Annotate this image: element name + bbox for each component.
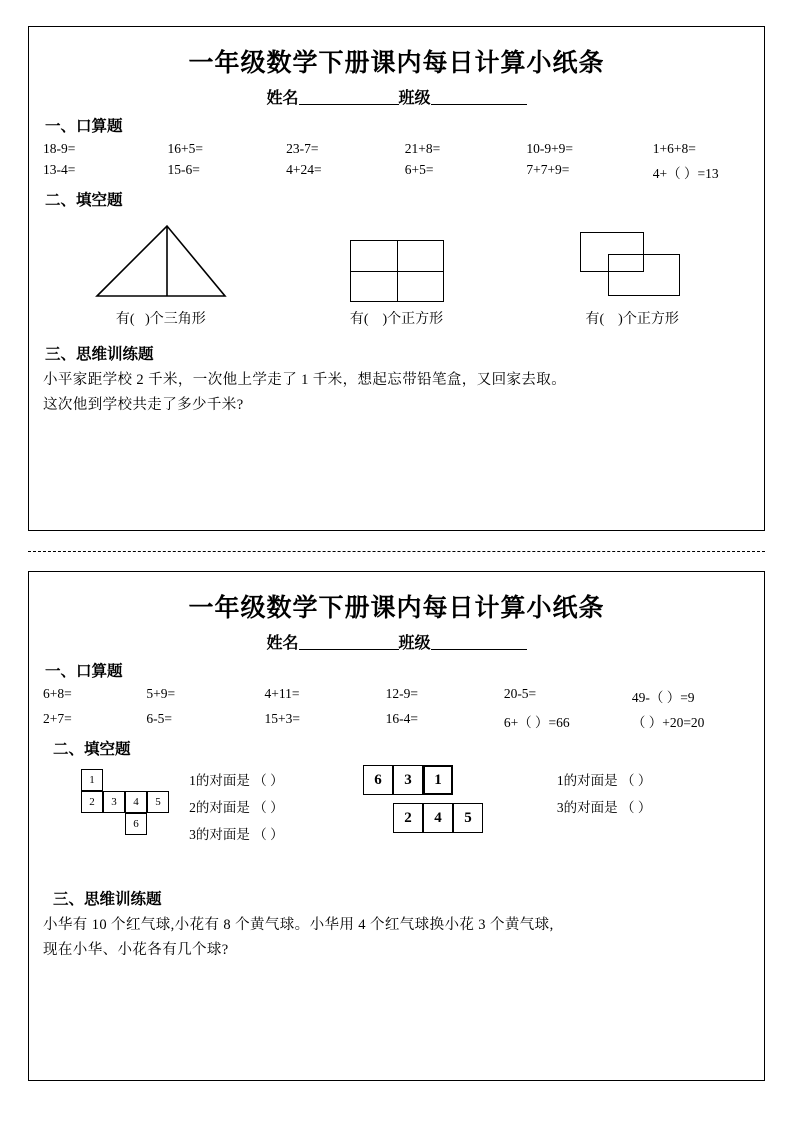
- sheet-divider: [28, 531, 765, 571]
- sheet-1-section-think: 三、思维训练题: [45, 346, 154, 363]
- strip-net-diagram: [363, 765, 513, 837]
- figure-caption: 有( )个三角形: [115, 312, 206, 327]
- sheet-2-section-think: 三、思维训练题: [53, 891, 162, 908]
- name-blank[interactable]: [299, 649, 399, 650]
- class-label: 班级: [398, 635, 431, 652]
- problem[interactable]: 18-9=: [43, 141, 76, 156]
- grid-canvas: [350, 216, 444, 302]
- net-question-list: [189, 763, 363, 848]
- problem[interactable]: 6+8=: [43, 686, 72, 701]
- strip-question-list: [537, 763, 750, 821]
- figure-triangle: [43, 216, 279, 336]
- triangle-icon: [91, 222, 231, 302]
- sheet-1-name-row: [43, 85, 750, 108]
- sheet-2-section-fill: 二、填空题: [53, 741, 131, 758]
- sheet-2-name-row: [43, 630, 750, 653]
- class-blank[interactable]: [431, 649, 527, 650]
- sheet-2-title: 一年级数学下册课内每日计算小纸条: [188, 595, 605, 622]
- divider-dashed-line: [28, 551, 765, 552]
- problem[interactable]: 1+6+8=: [652, 141, 696, 156]
- net-cell: 2: [81, 791, 103, 813]
- figure-caption: 有( )个正方形: [349, 312, 444, 327]
- net-question[interactable]: 1的对面是 （ ）: [189, 773, 284, 788]
- sheet-1-section-fill: 二、填空题: [45, 192, 123, 209]
- net-cell: 3: [103, 791, 125, 813]
- strip-cell: 4: [423, 803, 453, 833]
- problem[interactable]: 4+24=: [286, 162, 322, 177]
- worksheet-sheet-1: [28, 26, 765, 531]
- net-cell: 1: [81, 769, 103, 791]
- net-question[interactable]: 2的对面是 （ ）: [189, 800, 284, 815]
- strip-cell: 1: [423, 765, 453, 795]
- strip-cell: 3: [393, 765, 423, 795]
- strip-cell: 6: [363, 765, 393, 795]
- problem[interactable]: 5+9=: [146, 686, 176, 701]
- sheet-1-figure-row: [43, 216, 750, 336]
- problem[interactable]: 10-9+9=: [526, 141, 574, 156]
- problem[interactable]: 6+5=: [404, 162, 434, 177]
- sheet-1-title: 一年级数学下册课内每日计算小纸条: [188, 50, 605, 77]
- problem[interactable]: 15+3=: [264, 711, 301, 726]
- sheet-1-section-oral: 一、口算题: [45, 118, 123, 135]
- problem[interactable]: 4+（ ）=13: [652, 166, 719, 181]
- problem[interactable]: 13-4=: [43, 162, 76, 177]
- problem[interactable]: 20-5=: [503, 686, 537, 701]
- triangle-canvas: [91, 216, 231, 302]
- sheet-1-oral-row-2: [43, 162, 750, 182]
- sheet-1-oral-row-1: [43, 141, 750, 157]
- sheet-2-think-line-1: 小华有 10 个红气球,小花有 8 个黄气球。小华用 4 个红气球换小花 3 个黄气球,: [43, 917, 554, 933]
- problem[interactable]: 23-7=: [286, 141, 319, 156]
- problem[interactable]: 49-（ ）=9: [631, 690, 695, 705]
- problem[interactable]: 16+5=: [167, 141, 203, 156]
- sheet-2-oral-row-1: [43, 686, 750, 706]
- cube-net-diagram: [81, 769, 185, 847]
- name-label: 姓名: [266, 635, 299, 652]
- figure-caption: 有( )个正方形: [585, 312, 679, 327]
- sheet-2-think-line-2: 现在小华、小花各有几个球?: [43, 941, 229, 958]
- worksheet-sheet-2: [28, 571, 765, 1081]
- grid-2x2-icon: [350, 240, 444, 302]
- figure-overlap: [514, 216, 750, 336]
- strip-cell: 2: [393, 803, 423, 833]
- strip-question[interactable]: 3的对面是 （ ）: [556, 800, 652, 815]
- problem[interactable]: 7+7+9=: [526, 162, 570, 177]
- net-cell: 4: [125, 791, 147, 813]
- net-cell: 6: [125, 813, 147, 835]
- problem[interactable]: 21+8=: [404, 141, 441, 156]
- problem[interactable]: 16-4=: [385, 711, 419, 726]
- name-label: 姓名: [266, 90, 299, 107]
- net-cell: 5: [147, 791, 169, 813]
- problem[interactable]: 4+11=: [264, 686, 300, 701]
- problem[interactable]: 6-5=: [146, 711, 172, 726]
- class-blank[interactable]: [431, 104, 527, 105]
- name-blank[interactable]: [299, 104, 399, 105]
- net-question[interactable]: 3的对面是 （ ）: [189, 827, 284, 842]
- problem[interactable]: 15-6=: [167, 162, 200, 177]
- overlapping-rectangles-icon: [572, 232, 692, 302]
- problem[interactable]: （ ）+20=20: [631, 715, 705, 730]
- strip-net-wrap: [363, 763, 537, 837]
- cube-net-wrap: [43, 763, 189, 847]
- sheet-1-think-line-2: 这次他到学校共走了多少千米?: [43, 396, 244, 413]
- problem[interactable]: 2+7=: [43, 711, 72, 726]
- class-label: 班级: [398, 90, 431, 107]
- problem[interactable]: 6+（ ）=66: [503, 715, 570, 730]
- rect-intersection: [608, 254, 644, 272]
- strip-cell: 5: [453, 803, 483, 833]
- sheet-1-think-line-1: 小平家距学校 2 千米，一次他上学走了 1 千米，想起忘带铅笔盒，又回家去取。: [43, 372, 567, 388]
- sheet-2-section-oral: 一、口算题: [45, 663, 123, 680]
- strip-question[interactable]: 1的对面是 （ ）: [556, 773, 652, 788]
- figure-grid: [279, 216, 515, 336]
- sheet-2-oral-row-2: [43, 711, 750, 731]
- problem[interactable]: 12-9=: [385, 686, 419, 701]
- overlap-canvas: [572, 216, 692, 302]
- sheet-2-fill-area: [43, 763, 750, 873]
